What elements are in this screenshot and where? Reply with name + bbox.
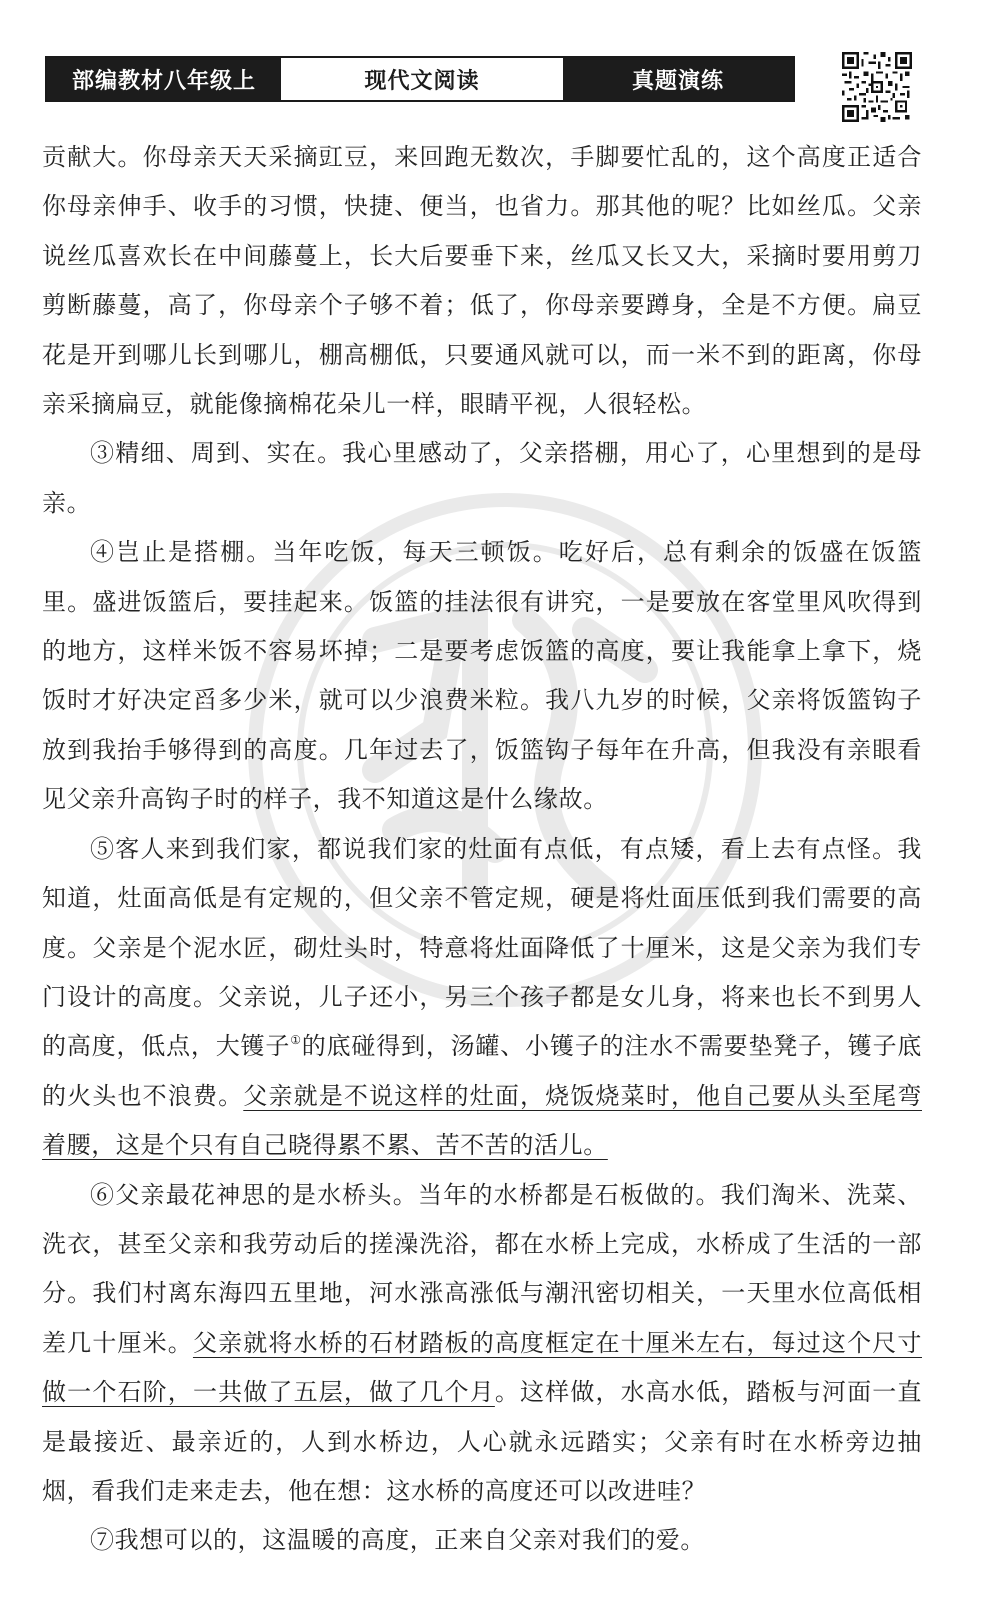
header-practice-label: 真题演练 — [563, 58, 793, 100]
footnote-marker: ① — [290, 1033, 302, 1048]
paragraph-3: ③精细、周到、实在。我心里感动了，父亲搭棚，用心了，心里想到的是母亲。 — [42, 439, 922, 517]
header-bar — [45, 56, 795, 102]
header-textbook-label: 部编教材八年级上 — [47, 58, 281, 100]
paragraph-5-underlined-sentence: 父亲就是不说这样的灶面，烧饭烧菜时，他自己要从头至尾弯着腰，这是个只有自己晓得累不累、苦不苦的活儿。 — [42, 1081, 922, 1160]
article-body — [42, 133, 922, 1566]
paragraph-6-underlined-sentence: 父亲就将水桥的石材踏板的高度框定在十厘米左右，每过这个尺寸做一个石阶，一共做了五层，做了几个月 — [42, 1328, 922, 1407]
paragraph-4: ④岂止是搭棚。当年吃饭，每天三顿饭。吃好后，总有剩余的饭盛在饭篮里。盛进饭篮后，要挂起来。饭篮的挂法很有讲究，一是要放在客堂里风吹得到的地方，这样米饭不容易坏掉；二是要考虑饭篮的高度，要让我能拿上拿下，烧饭时才好决定舀多少米，就可以少浪费米粒。我八九岁的时候，父亲将饭篮钩子放到我抬手够得到的高度。几年过去了，饭篮钩子每年在升高，但我没有亲眼看见父亲升高钩子时的样子，我不知道这是什么缘故。 — [42, 538, 922, 814]
paragraph-6 — [42, 1171, 922, 1517]
header-section-title: 现代文阅读 — [281, 58, 563, 100]
paragraph-5-text-a: ⑤客人来到我们家，都说我们家的灶面有点低，有点矮，看上去有点怪。我知道，灶面高低是有定规的，但父亲不管定规，硬是将灶面压低到我们需要的高度。父亲是个泥水匠，砌灶头时，特意将灶面降低了十厘米，这是父亲为我们专门设计的高度。父亲说，儿子还小，另三个孩子都是女儿身，将来也长不到男人的高度，低点，大镬子 — [42, 834, 922, 1061]
paragraph-6-text-b: 。这样做，水高水低，踏板与河面一直是最接近、最亲近的，人到水桥边，人心就永远踏实；父亲有时在水桥旁边抽烟，看我们走来走去，他在想：这水桥的高度还可以改进哇？ — [42, 1378, 922, 1505]
paragraph-5-text-b: 的底碰得到，汤罐、小镬子的注水不需要垫凳子，镬子底的火头也不浪费。 — [42, 1032, 923, 1110]
qr-code-icon[interactable] — [842, 52, 912, 122]
paragraph-7: ⑦我想可以的，这温暖的高度，正来自父亲对我们的爱。 — [90, 1526, 705, 1555]
paragraph-5 — [42, 825, 922, 1171]
paragraph-6-text-a: ⑥父亲最花神思的是水桥头。当年的水桥都是石板做的。我们淘米、洗菜、洗衣，甚至父亲和我劳动后的搓澡洗浴，都在水桥上完成，水桥成了生活的一部分。我们村离东海四五里地，河水涨高涨低与潮汛密切相关，一天里水位高低相差几十厘米。 — [42, 1180, 922, 1357]
paragraph-2-continued: 贡献大。你母亲天天采摘豇豆，来回跑无数次，手脚要忙乱的，这个高度正适合你母亲伸手、收手的习惯，快捷、便当，也省力。那其他的呢？比如丝瓜。父亲说丝瓜喜欢长在中间藤蔓上，长大后要垂下来，丝瓜又长又大，采摘时要用剪刀剪断藤蔓，高了，你母亲个子够不着；低了，你母亲要蹲身，全是不方便。扁豆花是开到哪儿长到哪儿，棚高棚低，只要通风就可以，而一米不到的距离，你母亲采摘扁豆，就能像摘棉花朵儿一样，眼睛平视，人很轻松。 — [42, 143, 922, 419]
